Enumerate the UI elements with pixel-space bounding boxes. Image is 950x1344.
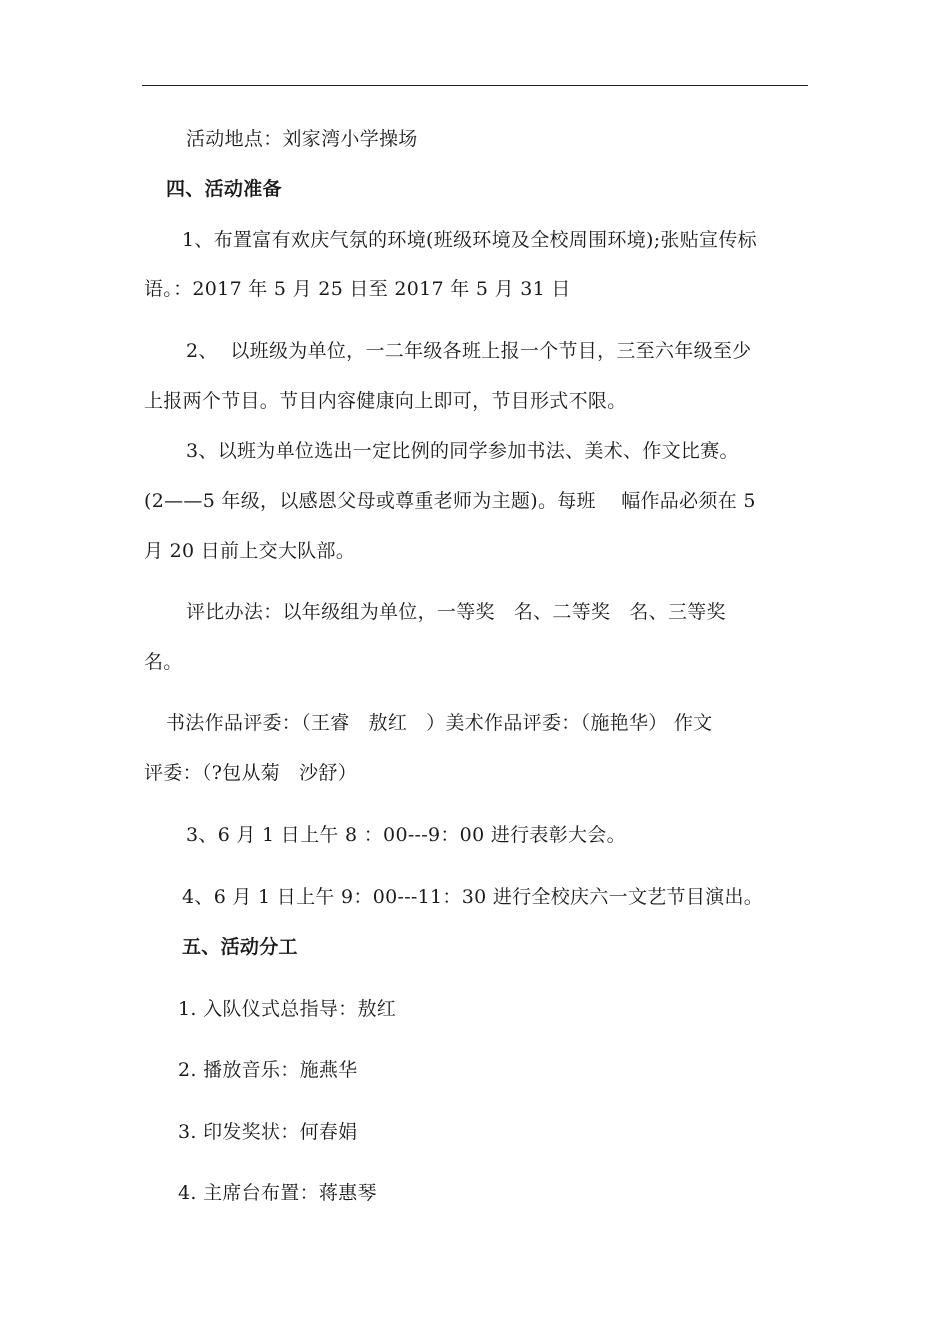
duty-item-2: 2. 播放音乐：施燕华 bbox=[178, 1059, 358, 1081]
item3-line3: 月 20 日前上交大队部。 bbox=[144, 540, 356, 562]
section4-heading: 四、活动准备 bbox=[166, 178, 282, 200]
item2-line1: 2、 以班级为单位，一二年级各班上报一个节目，三至六年级至少 bbox=[186, 340, 752, 362]
item3-line1: 3、以班为单位选出一定比例的同学参加书法、美术、作文比赛。 bbox=[186, 440, 739, 462]
item3-line2: (2——5 年级，以感恩父母或尊重老师为主题)。每班 幅作品必须在 5 bbox=[144, 490, 756, 512]
judging-line2: 名。 bbox=[144, 651, 183, 673]
item3b-line: 3、6 月 1 日上午 8 ：00---9：00 进行表彰大会。 bbox=[186, 824, 626, 846]
location-line: 活动地点：刘家湾小学操场 bbox=[186, 128, 418, 150]
duty-item-4: 4. 主席台布置：蒋惠琴 bbox=[178, 1182, 377, 1204]
section5-heading: 五、活动分工 bbox=[182, 936, 298, 958]
judges-line2: 评委：（?包从菊 沙舒） bbox=[144, 762, 358, 784]
item2-line2: 上报两个节目。节目内容健康向上即可，节目形式不限。 bbox=[144, 390, 627, 412]
item1-line2: 语。：2017 年 5 月 25 日至 2017 年 5 月 31 日 bbox=[144, 278, 571, 300]
judging-line1: 评比办法：以年级组为单位，一等奖 名、二等奖 名、三等奖 bbox=[186, 601, 726, 623]
judges-line1: 书法作品评委：（王睿 敖红 ）美术作品评委：（施艳华） 作文 bbox=[166, 712, 713, 734]
duty-item-3: 3. 印发奖状：何春娟 bbox=[178, 1121, 358, 1143]
item4-line: 4、6 月 1 日上午 9：00---11：30 进行全校庆六一文艺节目演出。 bbox=[182, 886, 764, 908]
duty-item-1: 1. 入队仪式总指导：敖红 bbox=[178, 998, 397, 1020]
header-rule bbox=[142, 85, 808, 86]
item1-line1: 1、布置富有欢庆气氛的环境(班级环境及全校周围环境);张贴宣传标 bbox=[182, 229, 757, 251]
